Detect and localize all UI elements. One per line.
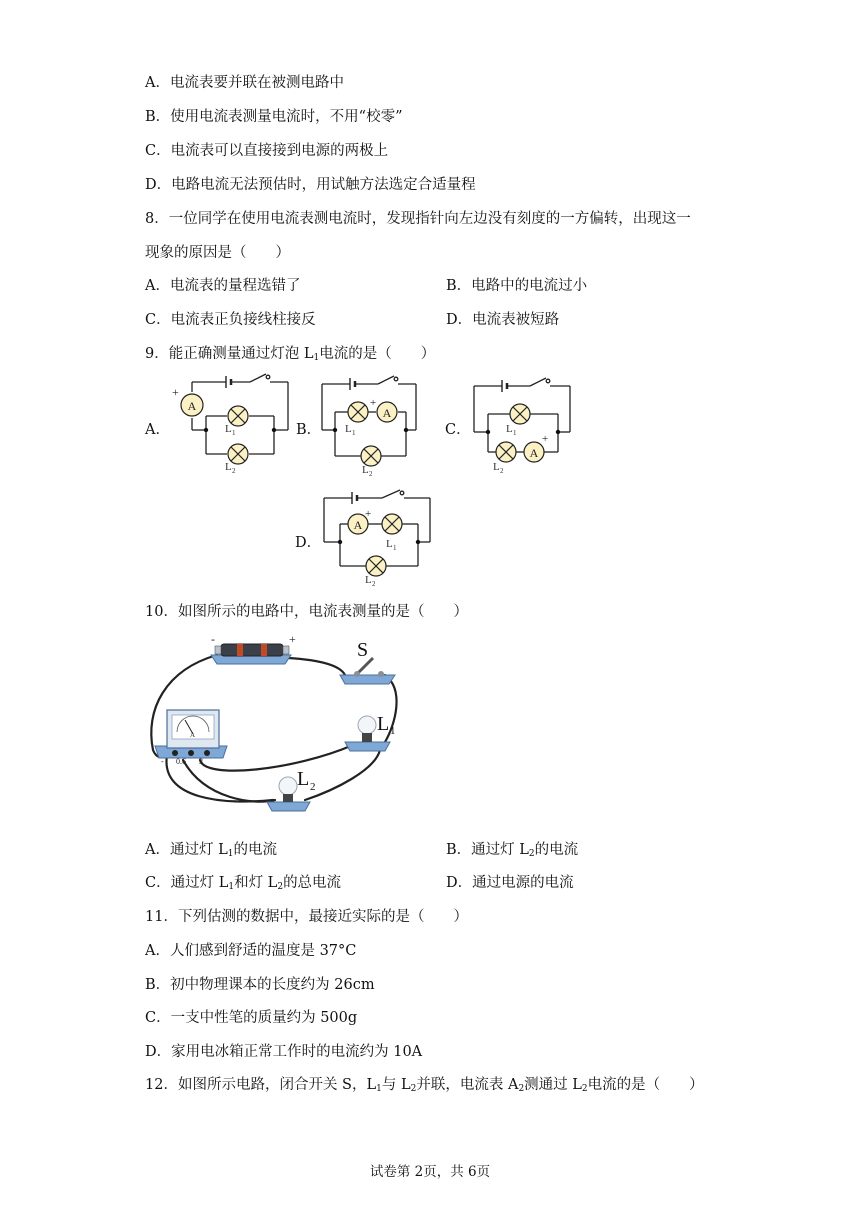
- lamp-icon: [361, 446, 381, 466]
- svg-text:0.6: 0.6: [176, 757, 186, 766]
- switch-label: S: [357, 639, 369, 661]
- svg-text:L: L: [506, 423, 513, 435]
- switch-icon: [340, 658, 395, 684]
- svg-text:L: L: [362, 464, 369, 476]
- svg-text:1: 1: [513, 429, 517, 437]
- q9-circuit-d: [318, 484, 438, 588]
- svg-text:L: L: [365, 574, 372, 586]
- lamp-icon: [496, 442, 516, 462]
- svg-text:2: 2: [232, 467, 236, 475]
- svg-text:L: L: [493, 461, 500, 473]
- svg-text:2: 2: [310, 781, 316, 793]
- svg-text:A: A: [353, 518, 363, 532]
- svg-text:L: L: [345, 423, 352, 435]
- svg-text:3: 3: [199, 757, 203, 766]
- ammeter-letter: A: [187, 399, 197, 413]
- svg-text:L: L: [386, 538, 393, 550]
- q8-stem-line2: 现象的原因是（ ）: [145, 245, 290, 261]
- q8-option-b: B．电路中的电流过小: [446, 278, 588, 294]
- svg-text:1: 1: [393, 544, 397, 552]
- svg-text:A: A: [190, 731, 196, 739]
- q11-option-b: B．初中物理课本的长度约为 26cm: [145, 977, 375, 993]
- svg-text:-: -: [161, 757, 164, 766]
- svg-text:A: A: [529, 446, 539, 460]
- q8-option-d: D．电流表被短路: [446, 312, 560, 328]
- svg-text:1: 1: [390, 725, 396, 737]
- q7-option-d: D．电路电流无法预估时，用试触方法选定合适量程: [145, 177, 476, 193]
- q7-option-c: C．电流表可以直接接到电源的两极上: [145, 143, 389, 159]
- q11-option-c: C．一支中性笔的质量约为 500g: [145, 1010, 358, 1026]
- lamp-icon: [382, 514, 402, 534]
- q8-option-a: A．电流表的量程选错了: [145, 278, 301, 294]
- q7-option-b: B．使用电流表测量电流时，不用“校零”: [145, 109, 403, 125]
- lamp-icon: [366, 556, 386, 576]
- svg-text:A: A: [382, 406, 392, 420]
- q12-stem: 12．如图所示电路，闭合开关 S，$L_1$与 $L_2$并联，电流表 $A_2$测通过 $L_2$电流的是（ ）: [145, 1077, 704, 1094]
- q8-stem-line1: 8．一位同学在使用电流表测电流时，发现指针向左边没有刻度的一方偏转，出现这一: [145, 211, 691, 227]
- q9-circuit-a: [170, 372, 295, 477]
- q10-option-a: A．通过灯 $L_1$的电流: [145, 842, 277, 859]
- svg-text:L: L: [225, 423, 232, 435]
- q11-option-a: A．人们感到舒适的温度是 37°C: [145, 943, 357, 959]
- svg-text:L: L: [377, 713, 390, 735]
- q9-stem: 9．能正确测量通过灯泡 $L_1$电流的是（ ）: [145, 346, 436, 363]
- svg-text:2: 2: [369, 470, 373, 477]
- lamp-icon: [510, 404, 530, 424]
- svg-text:+: +: [365, 508, 372, 520]
- svg-text:-: -: [211, 632, 215, 646]
- q10-stem: 10．如图所示的电路中，电流表测量的是（ ）: [145, 604, 468, 620]
- q7-option-a: A．电流表要并联在被测电路中: [145, 75, 344, 91]
- q10-option-c: C．通过灯 $L_1$和灯 $L_2$的总电流: [145, 875, 342, 892]
- svg-text:+: +: [542, 433, 549, 445]
- svg-text:+: +: [370, 397, 377, 409]
- battery-holder: [211, 644, 291, 664]
- lamp-icon: [348, 402, 368, 422]
- q10-option-d: D．通过电源的电流: [446, 875, 574, 891]
- q9-label-c: C．: [445, 422, 471, 438]
- q9-label-a: A．: [145, 422, 170, 438]
- q9-label-d: D．: [295, 535, 322, 551]
- q9-label-b: B．: [296, 422, 322, 438]
- q9-circuit-c: [468, 372, 578, 477]
- svg-text:L: L: [297, 768, 310, 790]
- q8-option-c: C．电流表正负接线柱接反: [145, 312, 316, 328]
- q11-stem: 11．下列估测的数据中，最接近实际的是（ ）: [145, 909, 468, 925]
- svg-text:L: L: [225, 461, 232, 473]
- svg-text:2: 2: [500, 467, 504, 475]
- page-footer: 试卷第 2页，共 6页: [369, 1164, 491, 1180]
- svg-text:+: +: [289, 632, 296, 646]
- plus-sign: +: [172, 385, 179, 399]
- svg-text:1: 1: [352, 429, 356, 437]
- q9-circuit-b: [318, 372, 423, 477]
- q10-physical-circuit: [145, 630, 425, 830]
- q11-option-d: D．家用电冰箱正常工作时的电流约为 10A: [145, 1044, 423, 1060]
- svg-text:1: 1: [232, 429, 236, 437]
- svg-text:2: 2: [372, 580, 376, 588]
- q10-option-b: B．通过灯 $L_2$的电流: [446, 842, 579, 859]
